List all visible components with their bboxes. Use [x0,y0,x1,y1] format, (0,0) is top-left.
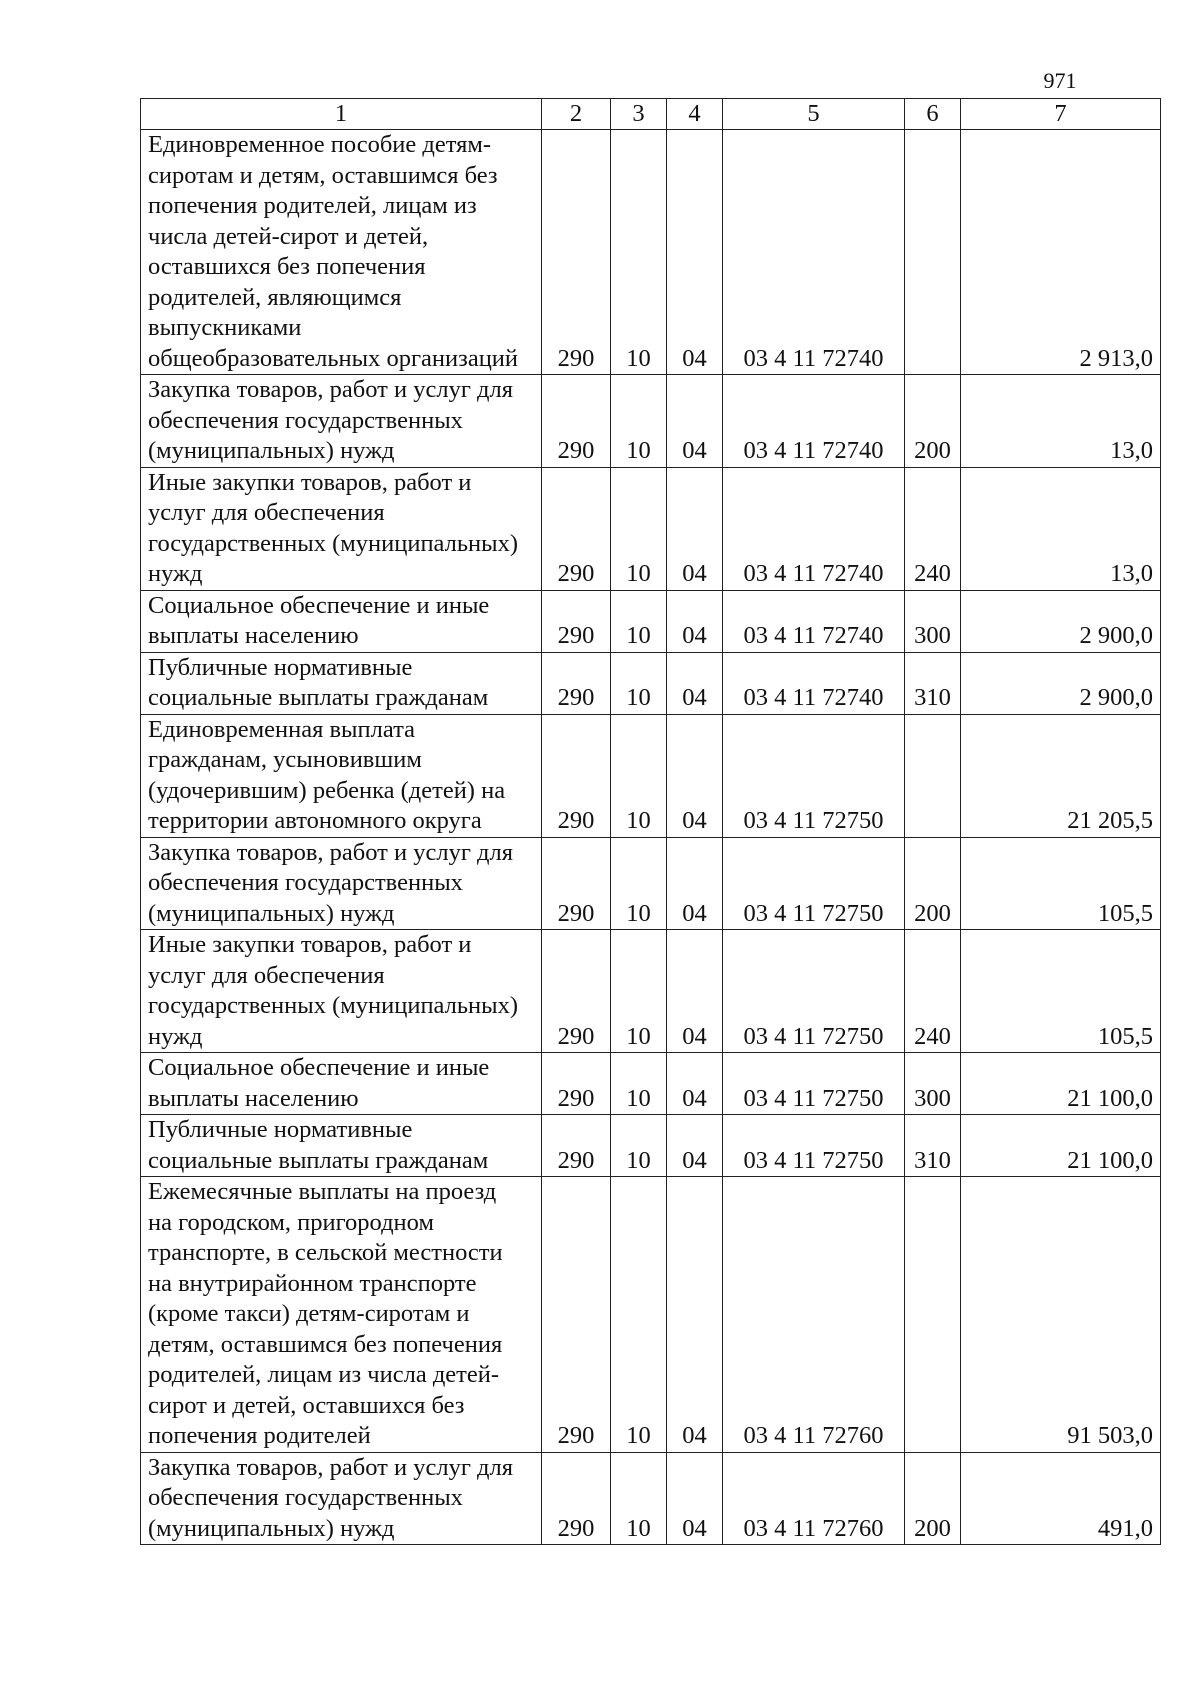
budget-table [140,98,1161,1545]
item-name-line: транспорте, в сельской местности [148,1239,503,1266]
item-name-line: Иные закупки товаров, работ и [148,468,472,496]
section-code-cell: 290 [542,1452,611,1545]
item-name-line: родителей, являющимся [148,283,402,311]
section-code-cell: 290 [542,837,611,930]
section-code-cell: 290 [542,1053,611,1115]
expense-type-cell: 240 [905,930,961,1053]
table-row [141,375,1161,468]
table-body [141,130,1161,1545]
item-name-cell [141,590,542,652]
section-code-cell: 290 [542,467,611,590]
target-article-cell: 03 4 11 72760 [723,1177,905,1453]
chapter-code-cell: 10 [611,1452,667,1545]
item-name-line: гражданам, усыновившим [148,746,422,773]
item-name-line: социальные выплаты гражданам [148,1146,489,1174]
item-name-line: государственных (муниципальных) [148,992,519,1019]
table-row [141,1053,1161,1115]
item-name-line: Закупка товаров, работ и услуг для [148,838,513,866]
table-row [141,590,1161,652]
expense-type-cell [905,1177,961,1453]
item-name-line: нужд [148,560,203,587]
expense-type-cell: 300 [905,1053,961,1115]
target-article-cell: 03 4 11 72740 [723,375,905,468]
target-article-cell: 03 4 11 72750 [723,930,905,1053]
item-name-line: Закупка товаров, работ и услуг для [148,376,513,403]
subsection-code-cell: 04 [667,1053,723,1115]
item-name-cell [141,1115,542,1177]
item-name-line: оставшихся без попечения [148,253,426,280]
chapter-code-cell: 10 [611,130,667,375]
table-row [141,1115,1161,1177]
item-name-line: (муниципальных) нужд [148,899,395,927]
header-col-1: 1 [141,99,542,130]
subsection-code-cell: 04 [667,1177,723,1453]
amount-cell: 2 913,0 [961,130,1161,375]
table-row [141,1177,1161,1453]
subsection-code-cell: 04 [667,1452,723,1545]
item-name-line: попечения родителей, лицам из [148,192,477,219]
target-article-cell: 03 4 11 72750 [723,1115,905,1177]
section-code-cell: 290 [542,652,611,714]
chapter-code-cell: 10 [611,714,667,837]
item-name-line: территории автономного округа [148,807,482,834]
amount-cell: 105,5 [961,930,1161,1053]
header-col-5: 5 [723,99,905,130]
item-name-cell [141,1452,542,1545]
expense-type-cell: 310 [905,652,961,714]
item-name-line: выпускниками [148,314,302,341]
table-row [141,467,1161,590]
table-row [141,1452,1161,1545]
chapter-code-cell: 10 [611,375,667,468]
target-article-cell: 03 4 11 72760 [723,1452,905,1545]
amount-cell: 13,0 [961,375,1161,468]
item-name-line: услуг для обеспечения [148,499,385,526]
target-article-cell: 03 4 11 72750 [723,1053,905,1115]
chapter-code-cell: 10 [611,930,667,1053]
expense-type-cell: 200 [905,837,961,930]
header-col-6: 6 [905,99,961,130]
item-name-cell [141,130,542,375]
item-name-line: Единовременное пособие детям- [148,131,492,158]
table-row [141,714,1161,837]
item-name-line: попечения родителей [148,1422,371,1449]
expense-type-cell: 200 [905,375,961,468]
subsection-code-cell: 04 [667,714,723,837]
chapter-code-cell: 10 [611,837,667,930]
item-name-line: обеспечения государственных [148,1484,463,1511]
item-name-line: Социальное обеспечение и иные [148,1054,490,1081]
item-name-line: на внутрирайонном транспорте [148,1269,477,1297]
subsection-code-cell: 04 [667,130,723,375]
chapter-code-cell: 10 [611,1177,667,1453]
header-col-7: 7 [961,99,1161,130]
item-name-line: государственных (муниципальных) [148,529,519,557]
target-article-cell: 03 4 11 72740 [723,130,905,375]
header-col-2: 2 [542,99,611,130]
item-name-cell [141,1053,542,1115]
item-name-line: (удочерившим) ребенка (детей) на [148,776,506,804]
amount-cell: 21 205,5 [961,714,1161,837]
item-name-line: Публичные нормативные [148,653,413,681]
item-name-line: родителей, лицам из числа детей- [148,1361,500,1388]
item-name-line: на городском, пригородном [148,1208,434,1236]
target-article-cell: 03 4 11 72750 [723,714,905,837]
section-code-cell: 290 [542,930,611,1053]
item-name-cell [141,1177,542,1453]
section-code-cell: 290 [542,130,611,375]
chapter-code-cell: 10 [611,467,667,590]
table-row [141,837,1161,930]
item-name-line: Закупка товаров, работ и услуг для [148,1453,513,1481]
item-name-cell [141,467,542,590]
item-name-cell [141,837,542,930]
item-name-line: Ежемесячные выплаты на проезд [148,1178,497,1205]
subsection-code-cell: 04 [667,590,723,652]
amount-cell: 91 503,0 [961,1177,1161,1453]
subsection-code-cell: 04 [667,1115,723,1177]
amount-cell: 2 900,0 [961,590,1161,652]
table-row [141,652,1161,714]
section-code-cell: 290 [542,375,611,468]
header-row [141,99,1161,130]
expense-type-cell: 200 [905,1452,961,1545]
item-name-line: Публичные нормативные [148,1116,413,1143]
amount-cell: 2 900,0 [961,652,1161,714]
header-col-4: 4 [667,99,723,130]
item-name-line: детям, оставшимся без попечения [148,1330,503,1358]
amount-cell: 13,0 [961,467,1161,590]
item-name-cell [141,714,542,837]
subsection-code-cell: 04 [667,375,723,468]
amount-cell: 21 100,0 [961,1115,1161,1177]
page-number: 971 [1043,68,1077,93]
item-name-line: Единовременная выплата [148,715,415,743]
chapter-code-cell: 10 [611,1115,667,1177]
item-name-line: обеспечения государственных [148,869,463,896]
expense-type-cell: 300 [905,590,961,652]
section-code-cell: 290 [542,1177,611,1453]
item-name-line: Социальное обеспечение и иные [148,591,490,619]
item-name-line: нужд [148,1022,203,1050]
header-col-3: 3 [611,99,667,130]
amount-cell: 491,0 [961,1452,1161,1545]
item-name-line: выплаты населению [148,1084,359,1112]
item-name-line: общеобразовательных организаций [148,344,519,372]
item-name-line: сиротам и детям, оставшимся без [148,161,498,189]
item-name-line: (муниципальных) нужд [148,437,395,464]
chapter-code-cell: 10 [611,590,667,652]
table-header [141,99,1161,130]
chapter-code-cell: 10 [611,652,667,714]
subsection-code-cell: 04 [667,837,723,930]
subsection-code-cell: 04 [667,930,723,1053]
item-name-line: социальные выплаты гражданам [148,684,489,711]
item-name-line: сирот и детей, оставшихся без [148,1391,465,1419]
chapter-code-cell: 10 [611,1053,667,1115]
expense-type-cell: 240 [905,467,961,590]
item-name-line: (муниципальных) нужд [148,1514,395,1542]
item-name-line: (кроме такси) детям-сиротам и [148,1300,470,1327]
target-article-cell: 03 4 11 72740 [723,590,905,652]
item-name-line: услуг для обеспечения [148,961,385,989]
section-code-cell: 290 [542,1115,611,1177]
amount-cell: 21 100,0 [961,1053,1161,1115]
item-name-line: обеспечения государственных [148,406,463,434]
section-code-cell: 290 [542,714,611,837]
item-name-cell [141,930,542,1053]
table-row [141,930,1161,1053]
table-row [141,130,1161,375]
section-code-cell: 290 [542,590,611,652]
expense-type-cell: 310 [905,1115,961,1177]
item-name-cell [141,375,542,468]
item-name-line: выплаты населению [148,622,359,649]
subsection-code-cell: 04 [667,467,723,590]
target-article-cell: 03 4 11 72750 [723,837,905,930]
item-name-line: числа детей-сирот и детей, [148,222,429,250]
expense-type-cell [905,714,961,837]
target-article-cell: 03 4 11 72740 [723,467,905,590]
item-name-cell [141,652,542,714]
target-article-cell: 03 4 11 72740 [723,652,905,714]
item-name-line: Иные закупки товаров, работ и [148,931,472,958]
subsection-code-cell: 04 [667,652,723,714]
amount-cell: 105,5 [961,837,1161,930]
expense-type-cell [905,130,961,375]
